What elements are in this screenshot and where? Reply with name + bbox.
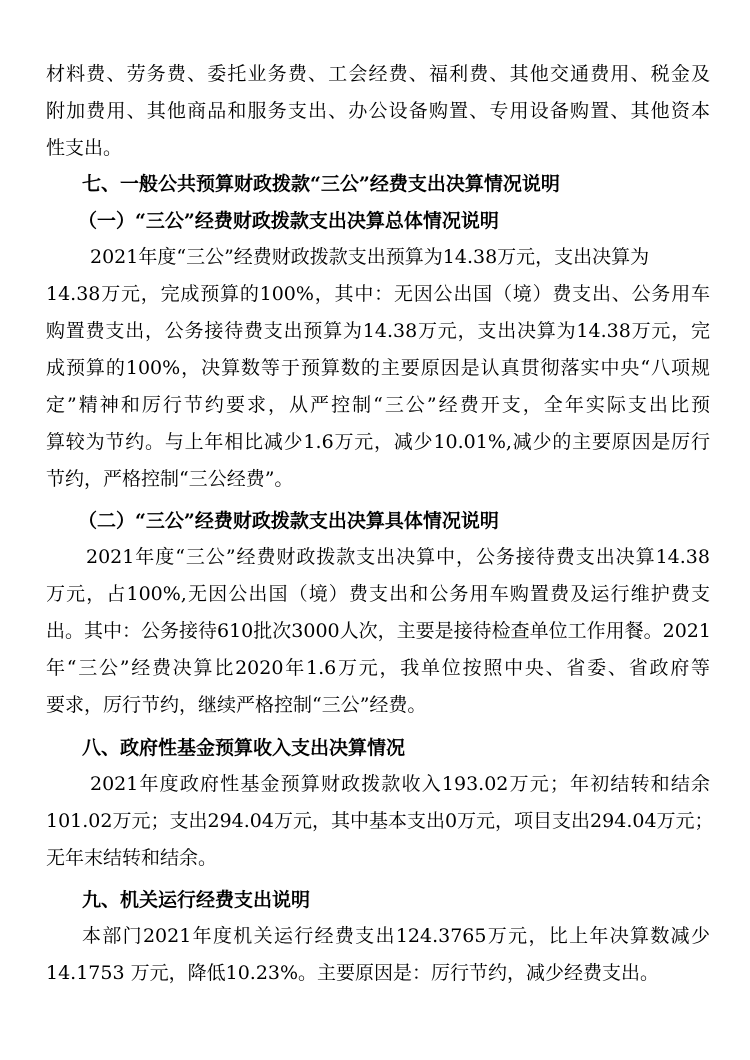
s7-sub2-line-3: 出。其中：公务接待610批次3000人次，主要是接待检查单位工作用餐。2021 [46,620,711,642]
section-7-sub1-heading-block [78,203,708,240]
intro-paragraph [46,56,710,167]
intro-line-2: 附加费用、其他商品和服务支出、办公设备购置、专用设备购置、其他资本 [46,100,710,122]
intro-line-3: 性支出。 [46,137,123,159]
section-7-sub2-paragraph [46,539,710,724]
s9-line-1: 本部门2021年度机关运行经费支出124.3765万元，比上年决算数减少 [82,925,710,947]
s7-sub2-line-5: 要求，厉行节约，继续严格控制“三公”经费。 [46,694,427,716]
section-9-heading-block [82,882,712,919]
intro-line-1: 材料费、劳务费、委托业务费、工会经费、福利费、其他交通费用、税金及 [46,63,710,85]
s8-line-2: 101.02万元；支出294.04万元，其中基本支出0万元，项目支出294.04万元； [46,810,714,832]
section-9-heading: 九、机关运行经费支出说明 [82,889,311,911]
section-7-heading: 七、一般公共预算财政拨款“三公”经费支出决算情况说明 [82,173,560,195]
s7-sub1-line-3: 购置费支出，公务接待费支出预算为14.38万元，支出决算为14.38万元，完 [46,320,710,342]
s7-sub1-line-5: 定”精神和厉行节约要求，从严控制“三公”经费开支，全年实际支出比预 [46,394,710,416]
s7-sub1-line-6: 算较为节约。与上年相比减少1.6万元，减少10.01%,减少的主要原因是厉行 [46,431,710,453]
s7-sub1-line-2: 14.38万元，完成预算的100%，其中：无因公出国（境）费支出、公务用车 [46,283,710,305]
s7-sub1-line-7: 节约，严格控制“三公经费”。 [46,468,294,490]
s8-line-1: 2021年度政府性基金预算财政拨款收入193.02万元；年初结转和结余 [90,773,710,795]
section-9-paragraph [46,918,710,992]
s7-sub2-line-1: 2021年度“三公”经费财政拨款支出决算中，公务接待费支出决算14.38 [86,546,710,568]
s9-line-2: 14.1753 万元，降低10.23%。主要原因是：厉行节约，减少经费支出。 [46,962,660,984]
section-7-sub1-heading: （一）“三公”经费财政拨款支出决算总体情况说明 [78,210,499,232]
s7-sub1-line-4: 成预算的100%，决算数等于预算数的主要原因是认真贯彻落实中央“八项规 [46,357,710,379]
section-8-paragraph [46,766,714,877]
section-7-sub2-heading-block [78,503,708,540]
s8-line-3: 无年末结转和结余。 [46,847,218,869]
section-8-heading-block [82,730,712,767]
section-7-sub2-heading: （二）“三公”经费财政拨款支出决算具体情况说明 [78,510,499,532]
section-7-sub1-paragraph [46,239,710,498]
s7-sub2-line-4: 年“三公”经费决算比2020年1.6万元，我单位按照中央、省委、省政府等 [46,657,710,679]
section-7-heading-block [82,166,712,203]
section-8-heading: 八、政府性基金预算收入支出决算情况 [82,737,406,759]
s7-sub1-line-1: 2021年度“三公”经费财政拨款支出预算为14.38万元，支出决算为 [90,246,650,268]
s7-sub2-line-2: 万元，占100%,无因公出国（境）费支出和公务用车购置费及运行维护费支 [46,583,710,605]
